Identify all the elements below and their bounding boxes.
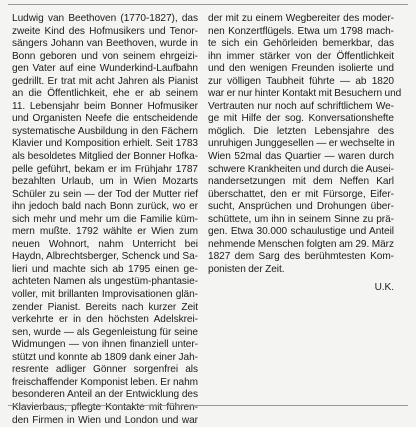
text-line: unruhigen Junggesellen — er wechselte in <box>208 138 394 151</box>
text-line: gedrillt. Er trat mit acht Jahren als Pianist <box>12 76 198 89</box>
left-column <box>12 13 198 427</box>
text-line: an die Öffentlichkeit, ehe er ab seinem <box>12 88 198 101</box>
text-line: gen. Etwa 30.000 schaulustige und Anteil <box>208 226 394 239</box>
text-line: mern mußte. 1792 wählte er Wien zum <box>12 226 198 239</box>
text-line: ihn jedoch bald nach Bonn zurück, wo er <box>12 201 198 214</box>
text-line: und den wenigen Freunden isolierte und <box>208 63 394 76</box>
text-line: Klavier und Komposition erhielt. Seit 1783 <box>12 138 198 151</box>
text-line: als besoldetes Mitglied der Bonner Hofka- <box>12 151 198 164</box>
text-line: der mit zu einem Wegbereiter des moder- <box>208 13 394 26</box>
text-line: nen Konzertflügels. Etwa um 1798 mach- <box>208 26 394 39</box>
text-line: zur völligen Taubheit führte — ab 1820 <box>208 76 394 89</box>
text-line: Klavierbaus, pflegte Kontakte mit führen- <box>12 402 198 415</box>
text-line: schwere Krankheiten und durch die Ausei- <box>208 164 394 177</box>
text-line: zender Pianist. Bereits nach kurzer Zeit <box>12 302 198 315</box>
text-line: voller, mit brillanten Improvisationen glän- <box>12 289 198 302</box>
text-line: ihn immer stärker von der Öffentlichkeit <box>208 51 394 64</box>
text-line: 11. Lebensjahr beim Bonner Hofmusiker <box>12 101 198 114</box>
text-line: freischaffender Komponist leben. Er nahm <box>12 377 198 390</box>
text-line: stützt und konnte ab 1809 dank einer Jah- <box>12 352 198 365</box>
text-line: resrente adliger Gönner sorgenfrei als <box>12 364 198 377</box>
text-line: 1827 dem Sarg des berühmtesten Kom- <box>208 251 394 264</box>
text-line: systematische Ausbildung in den Fächern <box>12 126 198 139</box>
right-column <box>208 13 394 295</box>
text-line: war er nur hinter Kontakt mit Besuchern und <box>208 88 394 101</box>
text-line: pelle geführt, bekam er im Frühjahr 1787 <box>12 164 198 177</box>
text-line: verkehrte er in den höchsten Adelskrei- <box>12 314 198 327</box>
text-line: schüttete, um ihn in seinem Sinne zu prä- <box>208 214 394 227</box>
text-line: Haydn, Albrechtsberger, Schenck und Sa- <box>12 251 198 264</box>
bottom-rule <box>8 405 408 406</box>
text-line: bezahlten Urlaub, um in Wien Mozarts <box>12 176 198 189</box>
text-line: nandersetzungen mit dem Neffen Karl <box>208 176 394 189</box>
text-line: und Organisten Neefe die entscheidende <box>12 113 198 126</box>
text-line: sen, wurde — als Gegenleistung für seine <box>12 327 198 340</box>
text-line: Wien 52mal das Quartier — waren durch <box>208 151 394 164</box>
text-line: Widmungen — von ihnen finanziell unter- <box>12 339 198 352</box>
text-line: te sich ein Gehörleiden bemerkbar, das <box>208 38 394 51</box>
text-line: Vertrauten nur noch auf schriftlichem We- <box>208 101 394 114</box>
text-page <box>12 4 404 394</box>
text-line: achteten Namen als ungestüm-phantasie- <box>12 276 198 289</box>
text-line: Bonn geboren und von seinem ehrgeizi- <box>12 51 198 64</box>
text-line: gen Vater auf eine Wunderkind-Laufbahn <box>12 63 198 76</box>
text-line: sängers Johann van Beethoven, wurde in <box>12 38 198 51</box>
text-line: ponisten der Zeit. <box>208 264 394 277</box>
text-line: zweite Kind des Hofmusikers und Tenor- <box>12 26 198 39</box>
text-line: sich mehr und mehr um die Familie küm- <box>12 214 198 227</box>
text-line: nehmende Menschen folgten am 29. März <box>208 239 394 252</box>
text-line: besonderen Anteil an der Entwicklung des <box>12 389 198 402</box>
text-line: ge mit Hilfe der sog. Konversationshefte <box>208 113 394 126</box>
text-line: Schüler zu sein — der Tod der Mutter rief <box>12 189 198 202</box>
text-line: überschattet, den er mit Fürsorge, Eifer- <box>208 189 394 202</box>
text-line: Ludwig van Beethoven (1770-1827), das <box>12 13 198 26</box>
text-line: möglich. Die letzten Lebensjahre des <box>208 126 394 139</box>
author-signature: U.K. <box>208 282 394 295</box>
text-line: neuen Wohnort, nahm Unterricht bei <box>12 239 198 252</box>
right-column-lines <box>208 13 394 276</box>
text-line: den Firmen in Wien und London und war <box>12 415 198 427</box>
text-line: lieri und machte sich ab 1795 einen ge- <box>12 264 198 277</box>
text-line: sucht, Ansprüchen und Drohungen über- <box>208 201 394 214</box>
